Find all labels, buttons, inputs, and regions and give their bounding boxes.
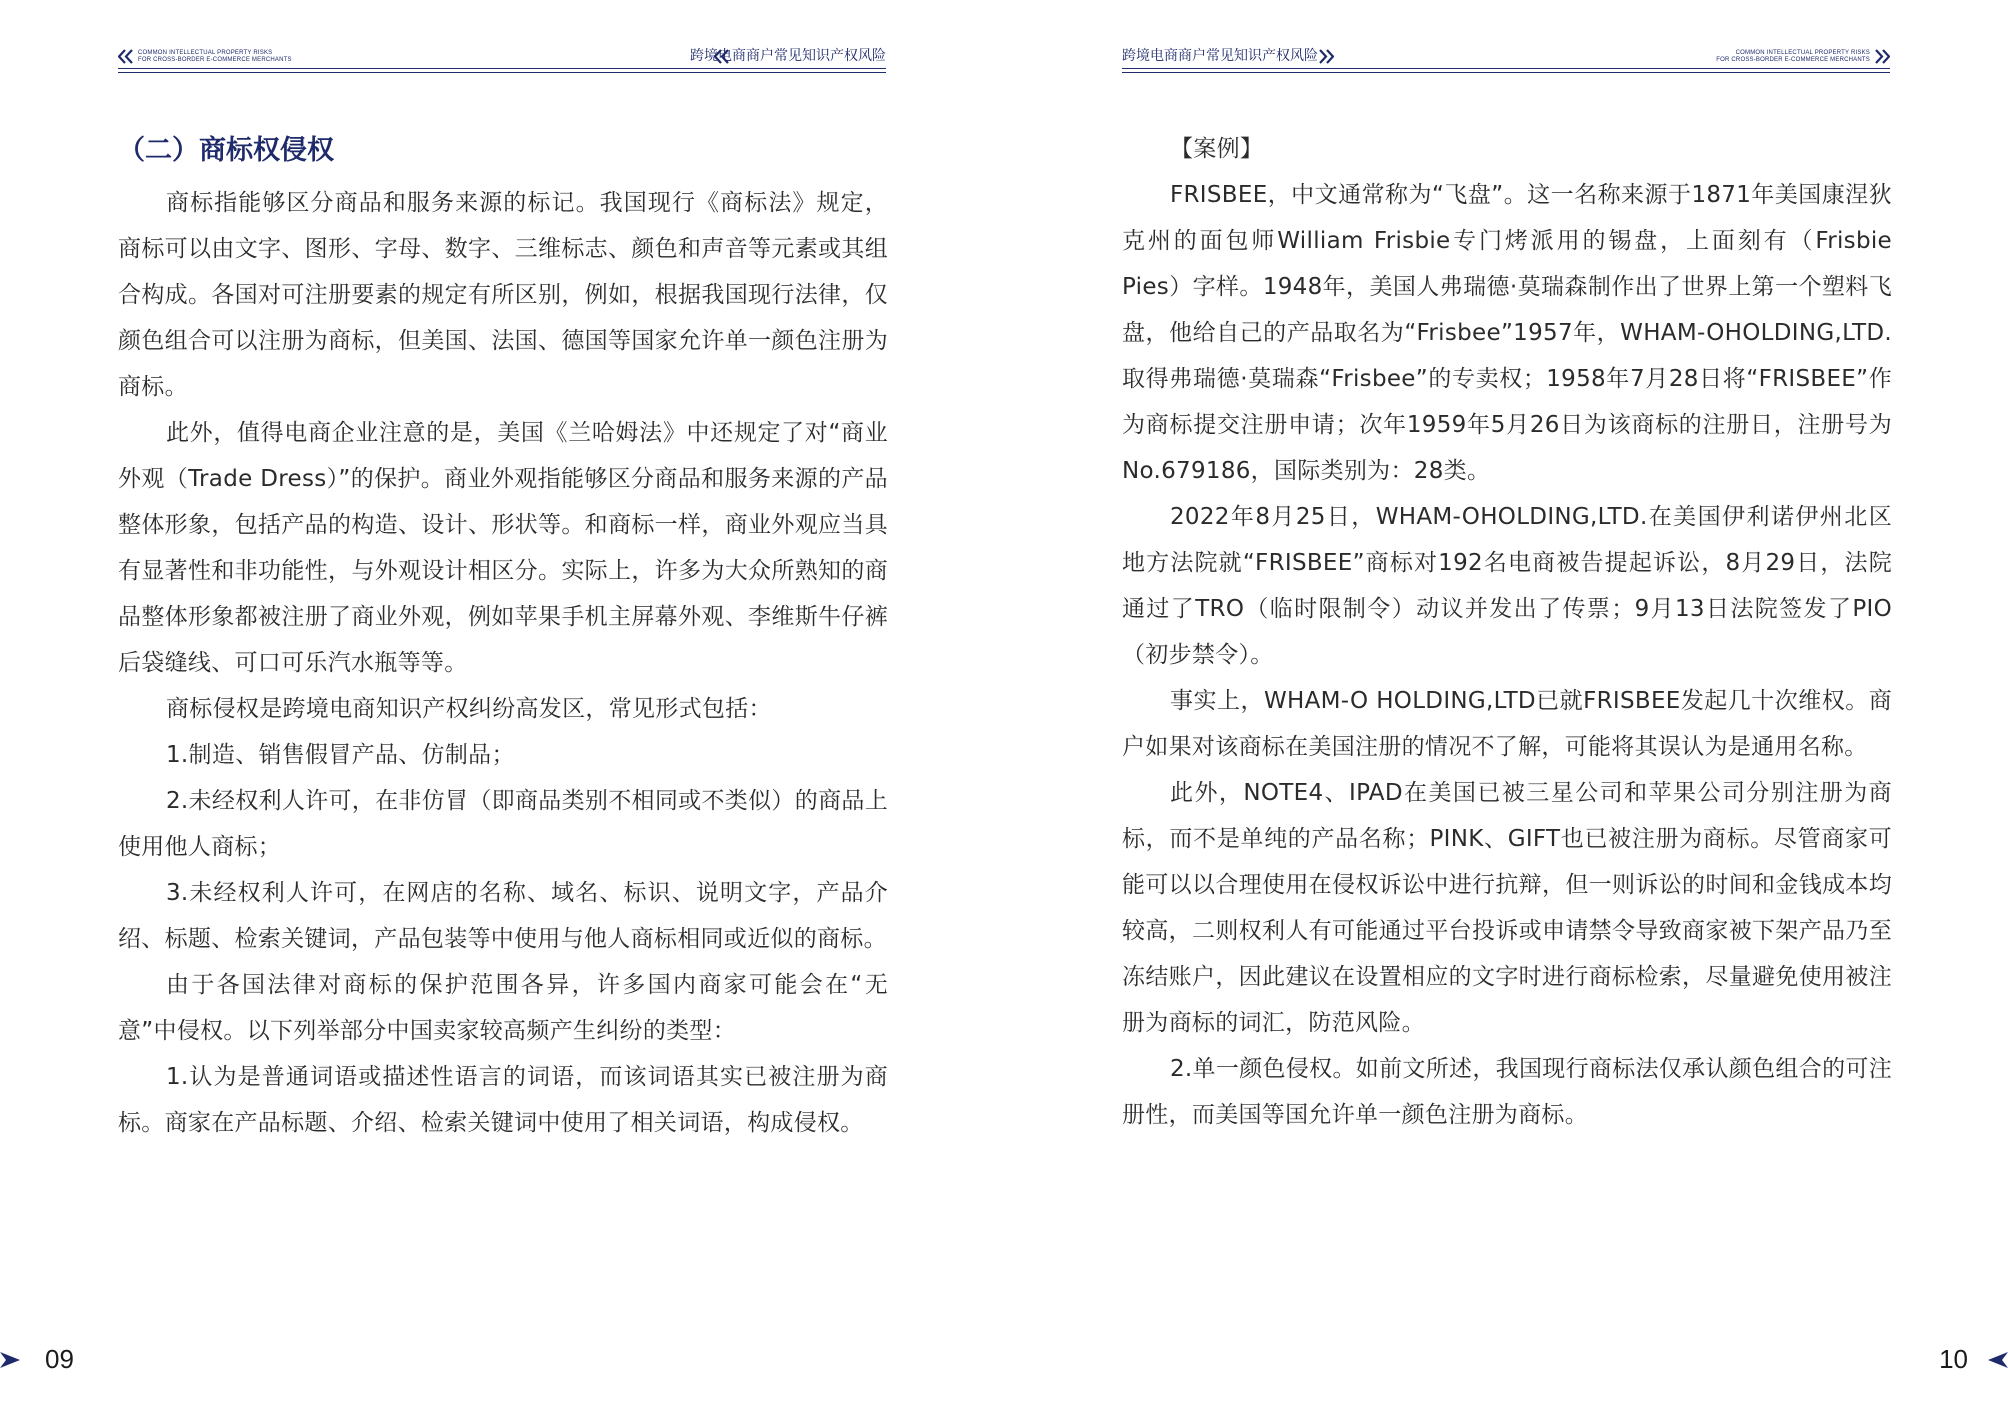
page-header — [118, 48, 886, 70]
list-item: 1.认为是普通词语或描述性语言的词语，而该词语其实已被注册为商标。商家在产品标题、介绍、检索关键词中使用了相关词语，构成侵权。 — [118, 1064, 888, 1136]
header-english-subtitle: COMMON INTELLECTUAL PROPERTY RISKS FOR CROSS-BORDER E-COMMERCE MERCHANTS — [138, 50, 292, 63]
page-number: 10 — [1939, 1344, 1968, 1374]
right-page-content — [1122, 126, 1892, 1138]
header-chinese-title: 跨境电商商户常见知识产权风险 — [690, 48, 886, 64]
list-item: 1.制造、销售假冒产品、仿制品； — [166, 742, 515, 768]
header-chinese-title: 跨境电商商户常见知识产权风险 — [1122, 48, 1318, 64]
page-header — [1122, 48, 1890, 70]
header-rule — [1122, 72, 1890, 73]
paragraph: 此外，NOTE4、IPAD在美国已被三星公司和苹果公司分别注册为商标，而不是单纯的产品名称；PINK、GIFT也已被注册为商标。尽管商家可能可以以合理使用在侵权诉讼中进行抗辩，但一则诉讼的时间和金钱成本均较高，二则权利人有可能通过平台投诉或申请禁令导致商家被下架产品乃至冻结账户，因此建议在设置相应的文字时进行商标检索，尽量避免使用被注册为商标的词汇，防范风险。 — [1122, 780, 1892, 1036]
header-english-subtitle: COMMON INTELLECTUAL PROPERTY RISKS FOR CROSS-BORDER E-COMMERCE MERCHANTS — [1716, 50, 1870, 63]
header-rule — [118, 68, 886, 69]
list-item: 2.未经权利人许可，在非仿冒（即商品类别不相同或不类似）的商品上使用他人商标； — [118, 788, 888, 860]
section-title: （二）商标权侵权 — [118, 135, 334, 166]
list-item: 3.未经权利人许可，在网店的名称、域名、标识、说明文字，产品介绍、标题、检索关键词，产品包装等中使用与他人商标相同或近似的商标。 — [118, 880, 888, 952]
paragraph: 事实上，WHAM-O HOLDING,LTD已就FRISBEE发起几十次维权。商户如果对该商标在美国注册的情况不了解，可能将其误认为是通用名称。 — [1122, 688, 1892, 760]
triangle-left-icon — [1988, 1352, 2008, 1368]
triangle-right-icon — [0, 1352, 20, 1368]
page-number: 09 — [45, 1344, 74, 1374]
double-chevron-right-icon — [1318, 49, 1334, 64]
header-rule — [1122, 68, 1890, 69]
paragraph: 此外，值得电商企业注意的是，美国《兰哈姆法》中还规定了对“商业外观（Trade Dress）”的保护。商业外观指能够区分商品和服务来源的产品整体形象，包括产品的构造、设计、形状等。和商标一样，商业外观应当具有显著性和非功能性，与外观设计相区分。实际上，许多为大众所熟知的商品整体形象都被注册了商业外观，例如苹果手机主屏幕外观、李维斯牛仔裤后袋缝线、可口可乐汽水瓶等等。 — [118, 420, 888, 676]
header-rule — [118, 72, 886, 73]
paragraph: 商标指能够区分商品和服务来源的标记。我国现行《商标法》规定，商标可以由文字、图形、字母、数字、三维标志、颜色和声音等元素或其组合构成。各国对可注册要素的规定有所区别，例如，根据我国现行法律，仅颜色组合可以注册为商标，但美国、法国、德国等国家允许单一颜色注册为商标。 — [118, 190, 888, 400]
paragraph: 2022年8月25日，WHAM-OHOLDING,LTD.在美国伊利诺伊州北区地方法院就“FRISBEE”商标对192名电商被告提起诉讼，8月29日，法院通过了TRO（临时限制令）动议并发出了传票；9月13日法院签发了PIO（初步禁令）。 — [1122, 504, 1892, 668]
left-page-content — [118, 128, 888, 1146]
right-page — [1004, 0, 2008, 1417]
paragraph: FRISBEE，中文通常称为“飞盘”。这一名称来源于1871年美国康涅狄克州的面包师William Frisbie专门烤派用的锡盘，上面刻有（Frisbie Pies）字样。1948年，美国人弗瑞德·莫瑞森制作出了世界上第一个塑料飞盘，他给自己的产品取名为“Frisbee”1957年，WHAM-OHOLDING,LTD.取得弗瑞德·莫瑞森“Frisbee”的专卖权；1958年7月28日将“FRISBEE”作为商标提交注册申请；次年1959年5月26日为该商标的注册日，注册号为No.679186，国际类别为：28类。 — [1122, 182, 1892, 484]
double-chevron-right-icon — [1874, 49, 1890, 64]
paragraph: 由于各国法律对商标的保护范围各异，许多国内商家可能会在“无意”中侵权。以下列举部分中国卖家较高频产生纠纷的类型： — [118, 972, 888, 1044]
paragraph: 商标侵权是跨境电商知识产权纠纷高发区，常见形式包括： — [166, 696, 772, 722]
double-chevron-left-icon — [118, 49, 134, 64]
list-item: 2.单一颜色侵权。如前文所述，我国现行商标法仅承认颜色组合的可注册性，而美国等国允许单一颜色注册为商标。 — [1122, 1056, 1892, 1128]
case-label: 【案例】 — [1170, 136, 1264, 162]
